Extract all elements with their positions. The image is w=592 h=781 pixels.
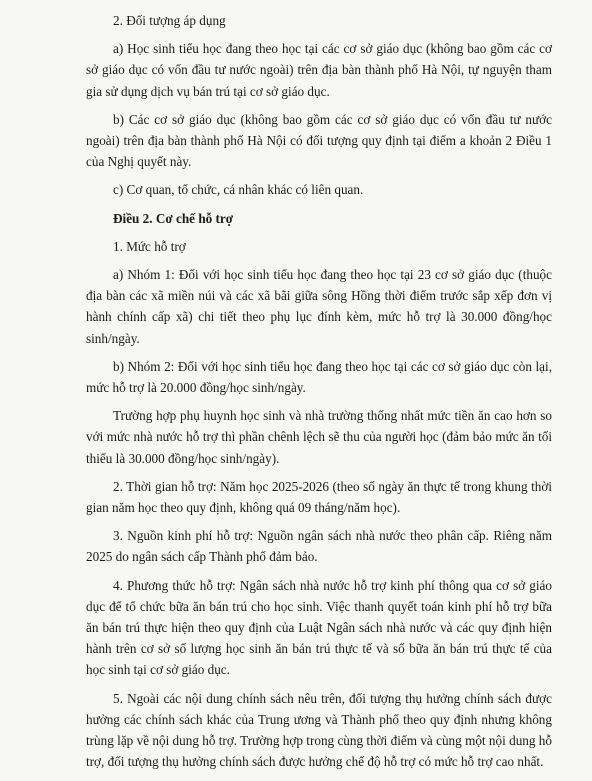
article-2-clause-1-note: Trường hợp phụ huynh học sinh và nhà trường thống nhất mức tiền ăn cao hơn so với mức nhà nước hỗ trợ thì phần chênh lệch sẽ thu của người học (đảm bảo mức ăn tối thiểu là 30.000 đồng/học sinh/ngày). (86, 408, 552, 466)
section-2-title: 2. Đối tượng áp dụng (113, 13, 226, 28)
article-2-heading: Điều 2. Cơ chế hỗ trợ (113, 210, 234, 226)
article-2-clause-5: 5. Ngoài các nội dung chính sách nêu trên, đối tượng thụ hưởng chính sách được hưởng các chính sách khác của Trung ương và Thành phố theo quy định nhưng không trùng lặp về nội dung hỗ trợ. Trường hợp trong cùng thời điểm và cùng một nội dung hỗ trợ, đối tượng thụ hưởng chính sách được hưởng chế độ hỗ trợ có mức hỗ trợ cao nhất. (86, 690, 552, 770)
section-2-item-b: b) Các cơ sở giáo dục (không bao gồm các cơ sở giáo dục có vốn đầu tư nước ngoài) trên địa bàn thành phố Hà Nội có đối tượng quy định tại điểm a khoản 2 Điều 1 của Nghị quyết này. (86, 111, 552, 170)
section-2-item-c: c) Cơ quan, tổ chức, cá nhân khác có liên quan. (113, 182, 364, 198)
article-2-clause-3: 3. Nguồn kinh phí hỗ trợ: Nguồn ngân sách nhà nước theo phân cấp. Riêng năm 2025 do ngân sách cấp Thành phố đảm bảo. (86, 528, 552, 565)
article-2-clause-1a: a) Nhóm 1: Đối với học sinh tiểu học đang theo học tại 23 cơ sở giáo dục (thuộc địa bàn các xã miền núi và các xã bãi giữa sông Hồng thời điểm trước sắp xếp đơn vị hành chính cấp xã) chi tiết theo phụ lục đính kèm, mức hỗ trợ là 30.000 đồng/học sinh/ngày. (86, 267, 552, 346)
article-2-clause-4: 4. Phương thức hỗ trợ: Ngân sách nhà nước hỗ trợ kinh phí thông qua cơ sở giáo dục để tổ chức bữa ăn bán trú cho học sinh. Việc thanh quyết toán kinh phí hỗ trợ bữa ăn bán trú thực hiện theo quy định của Luật Ngân sách nhà nước và các quy định hiện hành trên cơ sở số lượng học sinh ăn bán trú thực tế và số bữa ăn bán trú thực tế của học sinh tại cơ sở giáo dục. (86, 577, 552, 678)
article-2-clause-1-title: 1. Mức hỗ trợ (113, 238, 186, 254)
section-2-item-a: a) Học sinh tiểu học đang theo học tại các cơ sở giáo dục (không bao gồm các cơ sở giáo dục có vốn đầu tư nước ngoài) trên địa bàn thành phố Hà Nội, tự nguyện tham gia sử dụng dịch vụ bán trú tại cơ sở giáo dục. (86, 41, 552, 99)
article-2-clause-2: 2. Thời gian hỗ trợ: Năm học 2025-2026 (theo số ngày ăn thực tế trong khung thời gian năm học theo quy định, không quá 09 tháng/năm học). (86, 478, 552, 516)
article-2-clause-1b: b) Nhóm 2: Đối với học sinh tiểu học đang theo học tại các cơ sở giáo dục còn lại, mức hỗ trợ là 20.000 đồng/học sinh/ngày. (86, 358, 552, 396)
